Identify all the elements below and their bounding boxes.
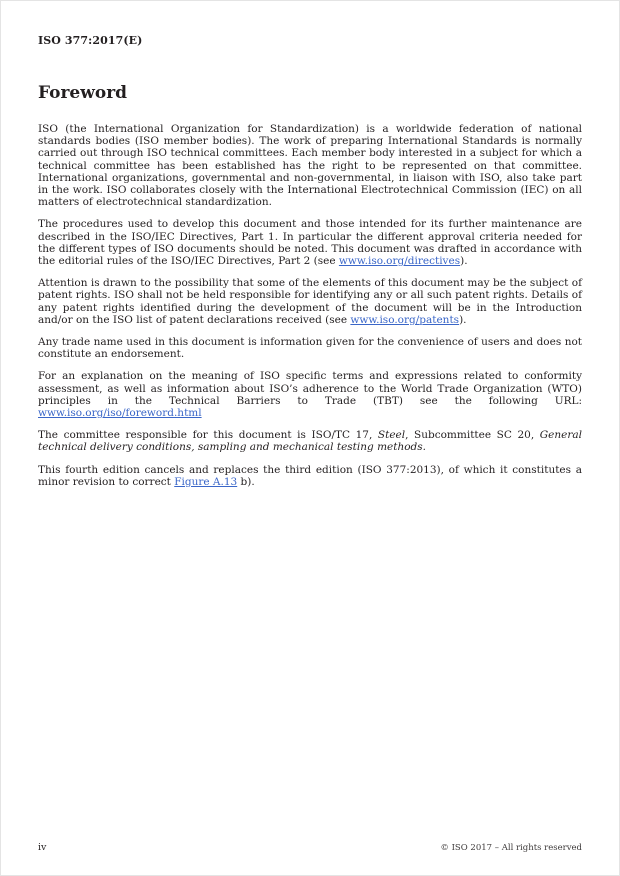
paragraph: [38, 464, 582, 488]
body-text: ISO (the International Organization for Standardization) is a worldwide federation of national standards bodies (ISO member bodies). The work of preparing International Standards is normally carried out through ISO technical committees. Each member body interested in a subject for which a technical committee has been established has the right to be represented on that committee. International organizations, governmental and non-governmental, in liaison with ISO, also take part in the work. ISO collaborates closely with the International Electrotechnical Commission (IEC) on all matters of electrotechnical standardization.: [38, 123, 582, 209]
paragraph: [38, 277, 582, 326]
foreword-url-link[interactable]: www.iso.org/iso/foreword.html: [38, 407, 202, 420]
italic-text: General technical delivery conditions, sampling and mechanical testing methods.: [38, 429, 582, 454]
body-text: For an explanation on the meaning of ISO specific terms and expressions related to conformity assessment, as well as information about ISO’s adherence to the World Trade Organization (WTO) principles in the Technical Barriers to Trade (TBT) see the following URL:: [38, 370, 582, 407]
body-text: ).: [459, 313, 467, 326]
paragraph: [38, 123, 582, 208]
body-text: The committee responsible for this document is ISO/TC 17,: [38, 429, 378, 442]
paragraph: [38, 370, 582, 419]
body-text: , Subcommittee SC 20,: [405, 429, 540, 442]
body-text: ).: [460, 255, 468, 268]
page-number: iv: [38, 842, 47, 853]
body-text: This fourth edition cancels and replaces the third edition (ISO 377:2013), of which it constitutes a minor revision to correct: [38, 463, 582, 488]
body-text: b).: [237, 475, 255, 488]
document-header: ISO 377:2017(E): [38, 34, 143, 47]
body-paragraphs: [38, 123, 582, 488]
page-content: [1, 1, 619, 488]
page-footer: [38, 842, 582, 853]
directives-link[interactable]: www.iso.org/directives: [338, 255, 461, 268]
italic-text: Steel: [377, 429, 406, 442]
paragraph: [38, 218, 582, 267]
figure-a13-link[interactable]: Figure A.13: [174, 475, 238, 488]
page-title: Foreword: [38, 83, 128, 103]
paragraph: [38, 429, 582, 453]
body-text: Attention is drawn to the possibility that some of the elements of this document may be the subject of patent rights. ISO shall not be held responsible for identifying any or all such patent rights. Details of any patent rights identified during the development of the document will be in the Introduction and/or on the ISO list of patent declarations received (see: [38, 277, 582, 326]
body-text: The procedures used to develop this document and those intended for its further maintenance are described in the ISO/IEC Directives, Part 1. In particular the different approval criteria needed for the different types of ISO documents should be noted. This document was drafted in accordance with the editorial rules of the ISO/IEC Directives, Part 2 (see: [38, 218, 582, 268]
patents-link[interactable]: www.iso.org/patents: [350, 313, 460, 326]
copyright-notice: © ISO 2017 – All rights reserved: [440, 843, 582, 853]
body-text: Any trade name used in this document is information given for the convenience of users and does not constitute an endorsement.: [38, 336, 582, 361]
paragraph: [38, 336, 582, 360]
